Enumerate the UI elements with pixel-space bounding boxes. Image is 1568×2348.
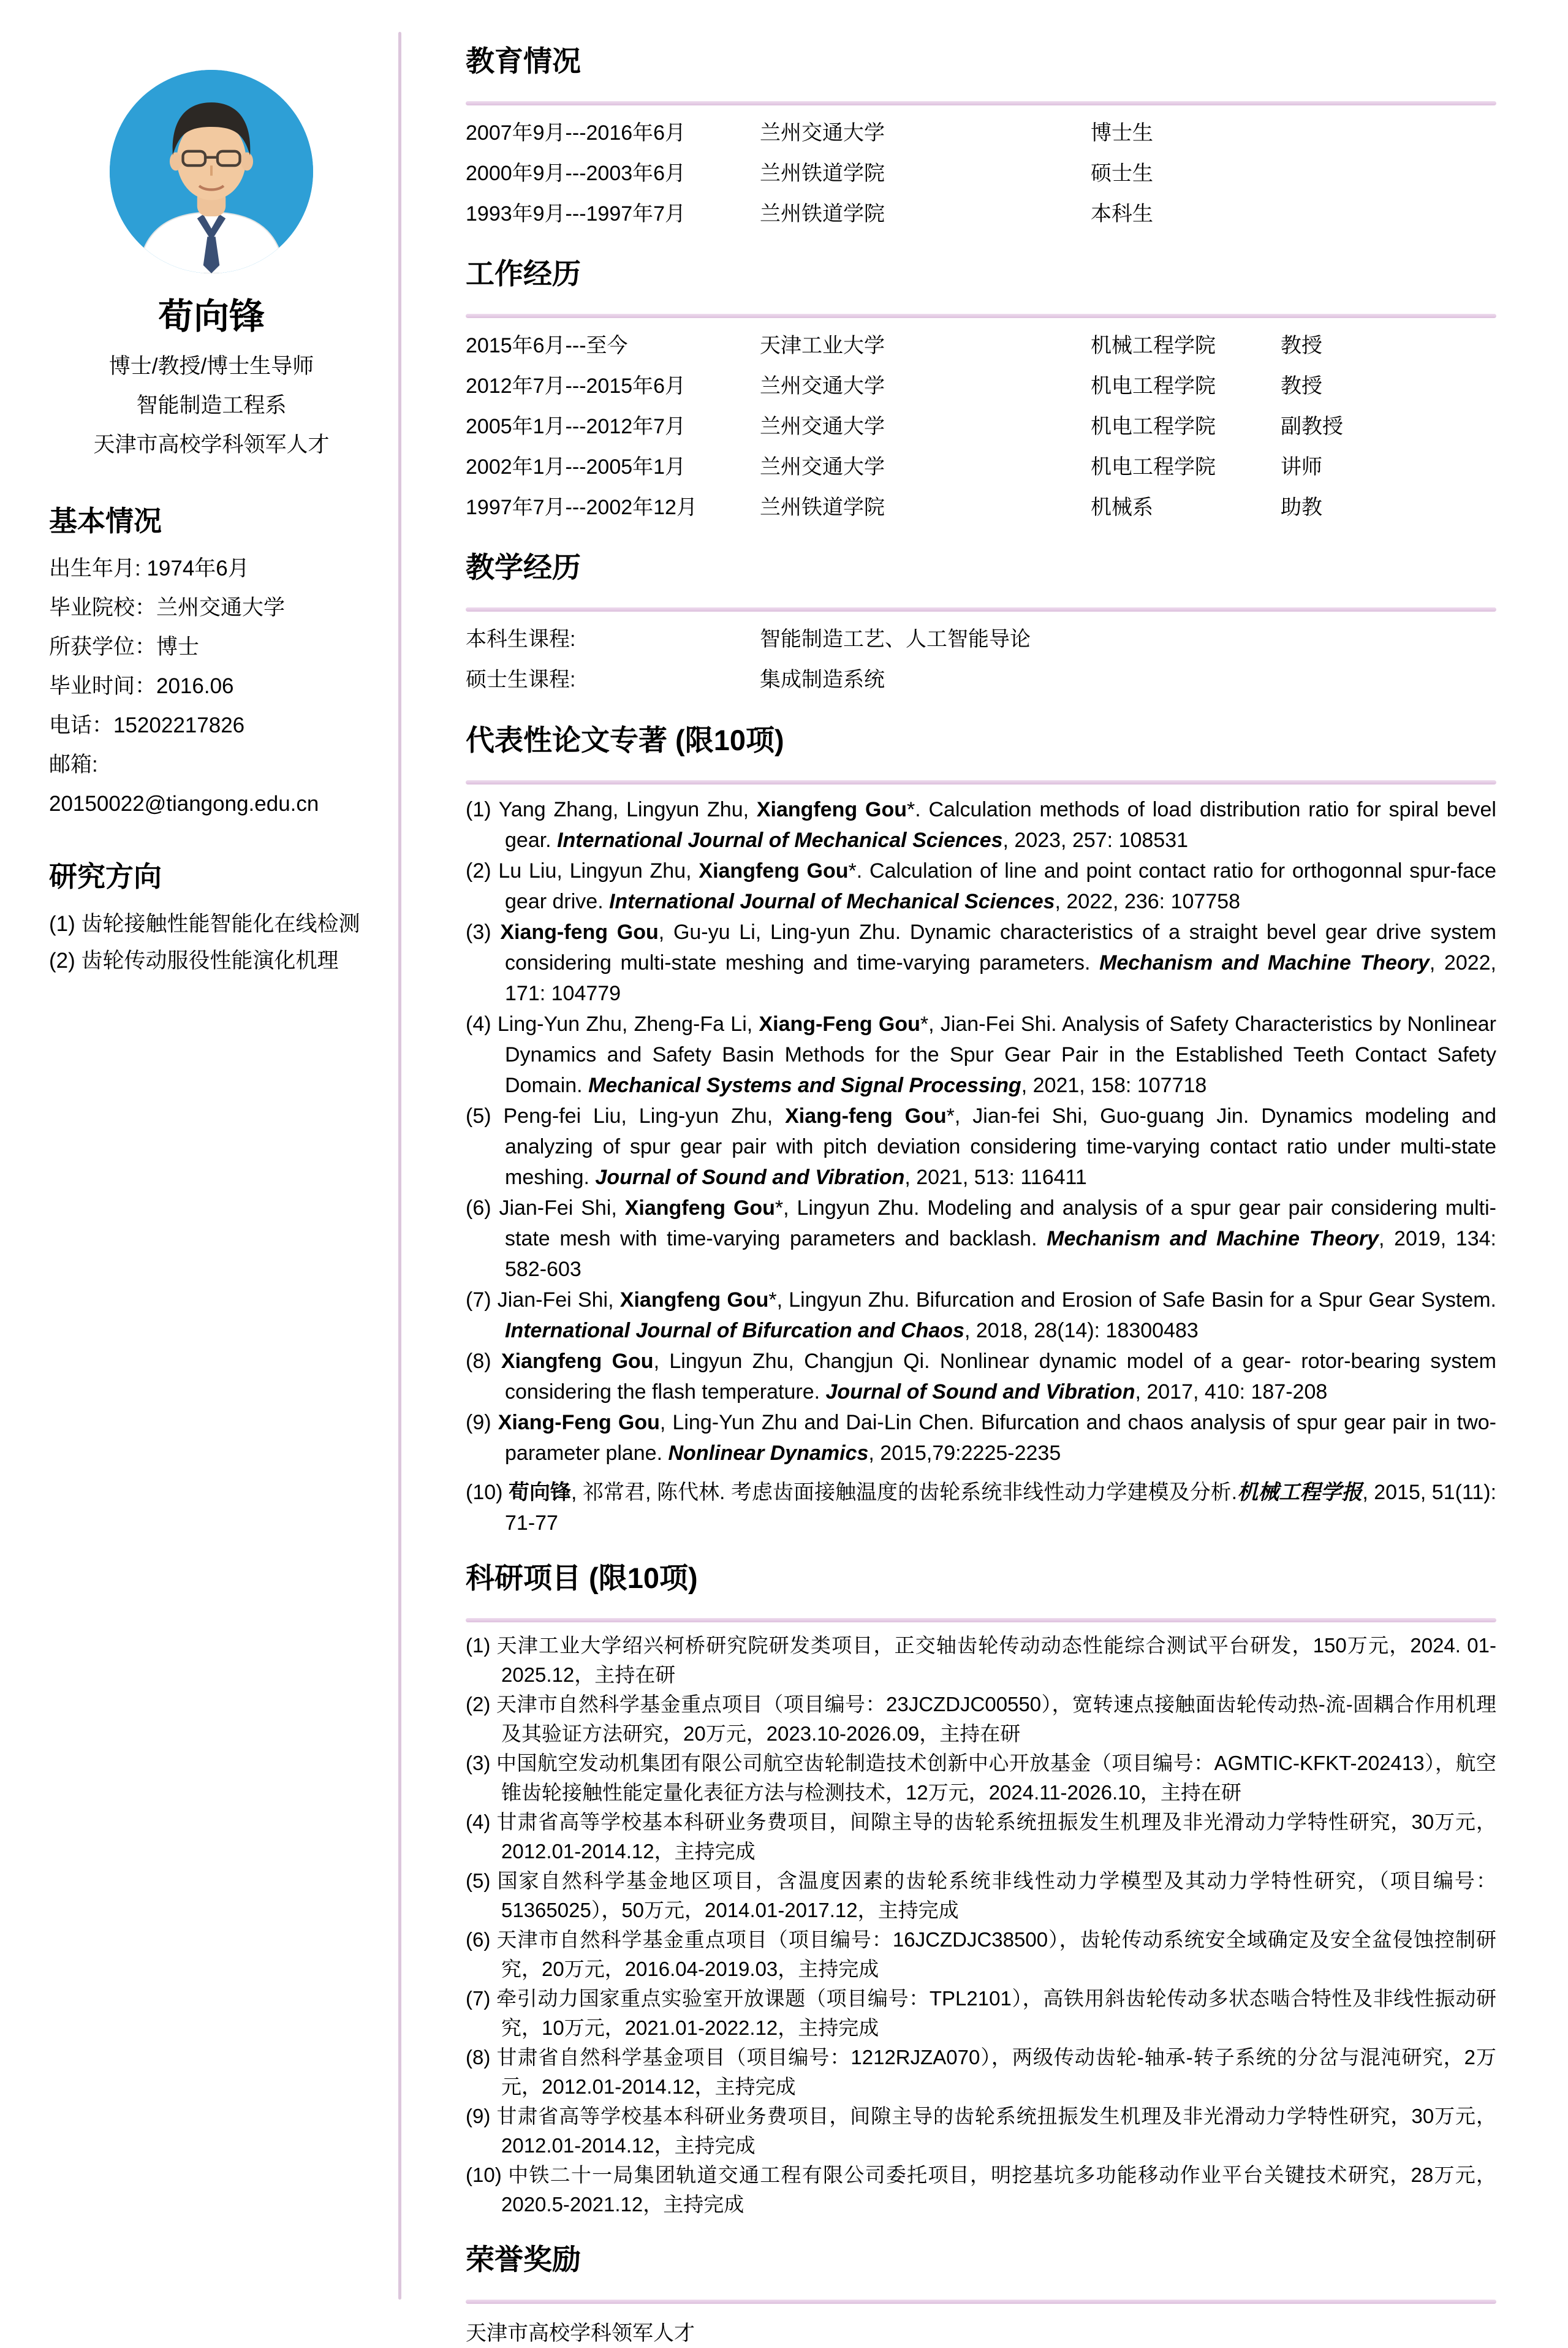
text-segment: , 2021, 513: 116411 [904, 1166, 1087, 1189]
text-segment: *. Calculation methods of load distribution ratio for spiral bevel gear. [505, 798, 1496, 852]
text-segment: , 2015, 51(11): 71-77 [505, 1481, 1497, 1535]
research-directions-section [49, 861, 374, 979]
honors-section [466, 2244, 1496, 2348]
table-row [466, 406, 1496, 447]
table-cell: 机电工程学院 [1091, 455, 1216, 479]
education-heading: 教育情况 [466, 45, 581, 77]
person-name: 荀向锋 [157, 297, 265, 336]
item-number: (8) [466, 1350, 501, 1373]
table-cell: 2015年6月---至今 [466, 334, 628, 357]
research-directions-list [49, 906, 374, 979]
item-text: 中铁二十一局集团轨道交通工程有限公司委托项目，明挖基坑多功能移动作业平台关键技术研究，28万元，2020.5-2021.12，主持完成 [501, 2164, 1496, 2216]
info-line: 毕业院校：兰州交通大学 [49, 596, 286, 620]
education-table [466, 113, 1496, 234]
text-segment: , 祁常君, 陈代林. 考虑齿面接触温度的齿轮系统非线性动力学建模及分析. [571, 1481, 1238, 1504]
text-segment: , 2021, 158: 107718 [1021, 1074, 1207, 1097]
table-cell: 1997年7月---2002年12月 [466, 496, 697, 519]
table-cell: 天津工业大学 [760, 334, 885, 357]
table-cell: 智能制造工艺、人工智能导论 [760, 628, 1031, 651]
item-number: (7) [466, 1288, 498, 1312]
item-number: (2) [466, 1693, 496, 1715]
section-divider [466, 607, 1496, 612]
sidebar [49, 0, 374, 979]
item-number: (5) [466, 1104, 504, 1128]
project-item [466, 1984, 1496, 2043]
main-column [466, 0, 1496, 2348]
text-segment: Xiangfeng Gou [619, 1288, 769, 1312]
item-text: 中国航空发动机集团有限公司航空齿轮制造技术创新中心开放基金（项目编号：AGMTIC-KFKT-202413），航空锥齿轮接触性能定量化表征方法与检测技术，12万元，2024.11-2026.10，主持在研 [496, 1752, 1496, 1804]
table-cell: 副教授 [1281, 415, 1343, 438]
table-cell: 机械系 [1091, 496, 1153, 519]
text-segment: *, Lingyun Zhu. Modeling and analysis of a spur gear pair considering multi-state mesh with time-varying parameters and backlash. [505, 1196, 1496, 1250]
project-item [466, 1631, 1496, 1690]
table-cell: 教授 [1281, 374, 1322, 398]
info-line: 电话：15202217826 [49, 713, 245, 737]
text-segment: , 2022, 171: 104779 [505, 951, 1496, 1005]
text-segment: , Ling-Yun Zhu and Dai-Lin Chen. Bifurcation and chaos analysis of spur gear pair in two- parameter plane. [505, 1411, 1497, 1465]
table-cell: 兰州交通大学 [760, 415, 885, 438]
item-number: (7) [466, 1987, 497, 2010]
text-segment: Xiangfeng Gou [624, 1196, 775, 1220]
text-segment: International Journal of Mechanical Sciences [557, 829, 1003, 852]
text-segment: Mechanism and Machine Theory [1099, 951, 1430, 975]
projects-list [466, 1631, 1496, 2219]
honors-list [466, 2319, 1496, 2348]
research-direction-item [49, 906, 374, 943]
table-row [466, 366, 1496, 406]
item-number: (8) [466, 2046, 497, 2069]
title-line: 博士/教授/博士生导师 [108, 354, 314, 378]
table-row [466, 487, 1496, 528]
table-cell: 硕士生课程: [466, 668, 576, 691]
item-text: 天津工业大学绍兴柯桥研究院研发类项目，正交轴齿轮传动动态性能综合测试平台研发，150万元，2024. 01-2025.12，主持在研 [496, 1634, 1496, 1686]
item-number: (3) [466, 1752, 496, 1774]
publication-item [466, 1009, 1496, 1101]
honor-item: 天津市高校学科领军人才 [466, 2322, 695, 2345]
publication-item [466, 1346, 1496, 1407]
info-line: 毕业时间：2016.06 [49, 674, 234, 698]
text-segment: , Gu-yu Li, Ling-yun Zhu. Dynamic characteristics of a straight bevel gear drive system considering multi-state meshing and time-varying parameters. [505, 921, 1497, 975]
project-item [466, 1807, 1496, 1866]
info-line: 20150022@tiangong.edu.cn [49, 792, 319, 816]
table-cell: 2012年7月---2015年6月 [466, 374, 686, 398]
table-cell: 兰州交通大学 [760, 455, 885, 479]
item-number: (1) [49, 912, 81, 936]
teaching-table [466, 619, 1496, 700]
table-cell: 兰州铁道学院 [760, 496, 885, 519]
publication-item [466, 917, 1496, 1009]
text-segment: , 2017, 410: 187-208 [1135, 1380, 1328, 1404]
person-portrait-illustration [110, 70, 313, 273]
text-segment: Jian-Fei Shi, [499, 1196, 625, 1220]
project-item [466, 1749, 1496, 1807]
table-row [466, 447, 1496, 487]
publication-item [466, 856, 1496, 917]
publication-item [466, 1101, 1496, 1193]
table-cell: 2005年1月---2012年7月 [466, 415, 686, 438]
table-cell: 助教 [1281, 496, 1322, 519]
item-number: (10) [466, 1481, 509, 1504]
table-cell: 2007年9月---2016年6月 [466, 121, 686, 145]
projects-section [466, 1562, 1496, 2219]
text-segment: Journal of Sound and Vibration [595, 1166, 905, 1189]
text-segment: Ling-Yun Zhu, Zheng-Fa Li, [497, 1013, 759, 1036]
research-direction-item [49, 943, 374, 979]
item-text: 齿轮接触性能智能化在线检测 [81, 912, 360, 936]
item-text: 天津市自然科学基金重点项目（项目编号：16JCZDJC38500），齿轮传动系统安全域确定及安全盆侵蚀控制研究，20万元，2016.04-2019.03，主持完成 [496, 1928, 1497, 1980]
table-cell: 兰州铁道学院 [760, 162, 885, 185]
text-segment: Journal of Sound and Vibration [825, 1380, 1135, 1404]
project-item [466, 2160, 1496, 2219]
table-row [466, 113, 1496, 153]
table-cell: 兰州交通大学 [760, 374, 885, 398]
table-cell: 硕士生 [1091, 162, 1153, 185]
item-text: 国家自然科学基金地区项目，含温度因素的齿轮系统非线性动力学模型及其动力学特性研究，（项目编号：51365025），50万元，2014.01-2017.12，主持完成 [497, 1869, 1497, 1921]
text-segment: , 2019, 134: 582-603 [505, 1227, 1496, 1281]
item-number: (3) [466, 921, 501, 944]
text-segment: Xiangfeng Gou [756, 798, 907, 821]
text-segment: , 2023, 257: 108531 [1002, 829, 1189, 852]
work-experience-heading: 工作经历 [466, 257, 581, 290]
text-segment: Jian-Fei Shi, [497, 1288, 620, 1312]
item-text: 牵引动力国家重点实验室开放课题（项目编号：TPL2101），高铁用斜齿轮传动多状态啮合特性及非线性振动研究，10万元，2021.01-2022.12，主持完成 [496, 1987, 1496, 2039]
info-line: 出生年月: 1974年6月 [49, 557, 249, 580]
table-row [466, 194, 1496, 234]
publication-item [466, 1285, 1496, 1346]
info-line: 邮箱: [49, 753, 98, 777]
text-segment: , Lingyun Zhu, Changjun Qi. Nonlinear dynamic model of a gear- rotor-bearing system considering the flash temperature. [505, 1350, 1496, 1404]
text-segment: 机械工程学报 [1237, 1481, 1363, 1504]
work-experience-section [466, 258, 1496, 528]
table-cell: 兰州交通大学 [760, 121, 885, 145]
item-number: (2) [466, 859, 499, 883]
work-experience-table [466, 325, 1496, 528]
table-cell: 兰州铁道学院 [760, 202, 885, 226]
text-segment: International Journal of Mechanical Sciences [609, 890, 1055, 913]
item-text: 甘肃省自然科学基金项目（项目编号：1212RJZA070），两级传动齿轮-轴承-转子系统的分岔与混沌研究，2万元，2012.01-2014.12，主持完成 [496, 2046, 1496, 2098]
project-item [466, 1690, 1496, 1749]
item-number: (9) [466, 2105, 497, 2127]
table-row [466, 659, 1496, 700]
item-number: (4) [466, 1810, 497, 1833]
item-number: (6) [466, 1196, 499, 1220]
education-section [466, 45, 1496, 234]
publications-section [466, 724, 1496, 1538]
text-segment: International Journal of Bifurcation and Chaos [505, 1319, 964, 1342]
item-number: (9) [466, 1411, 498, 1434]
text-segment: Yang Zhang, Lingyun Zhu, [498, 798, 757, 821]
text-segment: *, Lingyun Zhu. Bifurcation and Erosion of Safe Basin for a Spur Gear System. [768, 1288, 1496, 1312]
basic-info-heading: 基本情况 [49, 505, 162, 537]
project-item [466, 2043, 1496, 2102]
publications-heading: 代表性论文专著 (限10项) [466, 724, 784, 756]
text-segment: , 2015,79:2225-2235 [868, 1442, 1061, 1465]
info-line: 所获学位：博士 [49, 635, 200, 659]
item-number: (4) [466, 1013, 498, 1036]
table-cell: 本科生课程: [466, 628, 576, 651]
table-row [466, 325, 1496, 366]
text-segment: Nonlinear Dynamics [668, 1442, 869, 1465]
section-divider [466, 101, 1496, 105]
table-cell: 博士生 [1091, 121, 1153, 145]
section-divider [466, 2300, 1496, 2304]
text-segment: Xiangfeng Gou [501, 1350, 654, 1373]
item-text: 齿轮传动服役性能演化机理 [81, 949, 339, 973]
table-cell: 机电工程学院 [1091, 415, 1216, 438]
text-segment: *. Calculation of line and point contact ratio for orthogonnal spur-face gear drive. [505, 859, 1496, 913]
text-segment: Lu Liu, Lingyun Zhu, [498, 859, 699, 883]
text-segment: Xiang-feng Gou [785, 1104, 947, 1128]
honors-heading: 荣誉奖励 [466, 2243, 581, 2276]
section-divider [466, 780, 1496, 785]
table-row [466, 153, 1496, 194]
text-segment: Xiang-Feng Gou [498, 1411, 660, 1434]
table-cell: 1993年9月---1997年7月 [466, 202, 686, 226]
basic-info-list [49, 549, 374, 824]
item-number: (1) [466, 798, 499, 821]
project-item [466, 1866, 1496, 1925]
item-text: 天津市自然科学基金重点项目（项目编号：23JCZDJC00550），宽转速点接触面齿轮传动热-流-固耦合作用机理及其验证方法研究，20万元，2023.10-2026.09，主持在研 [496, 1693, 1497, 1745]
publications-list [466, 794, 1496, 1538]
publication-item [466, 794, 1496, 856]
item-text: 甘肃省高等学校基本科研业务费项目，间隙主导的齿轮系统扭振发生机理及非光滑动力学特性研究，30万元，2012.01-2014.12，主持完成 [496, 1810, 1496, 1863]
teaching-experience-heading: 教学经历 [466, 551, 581, 583]
project-item [466, 2102, 1496, 2160]
item-number: (2) [49, 949, 81, 973]
research-directions-heading: 研究方向 [49, 861, 162, 892]
item-number: (5) [466, 1869, 498, 1892]
text-segment: Xiang-Feng Gou [759, 1013, 920, 1036]
text-segment: Mechanical Systems and Signal Processing [588, 1074, 1021, 1097]
text-segment: , 2022, 236: 107758 [1055, 890, 1241, 913]
table-cell: 2000年9月---2003年6月 [466, 162, 686, 185]
table-cell: 讲师 [1281, 455, 1322, 479]
text-segment: *, Jian-fei Shi, Guo-guang Jin. Dynamics modeling and analyzing of spur gear pair with pitch deviation considering time-varying contact ratio under multi-state meshing. [505, 1104, 1496, 1189]
title-line: 智能制造工程系 [136, 393, 287, 417]
table-cell: 机械工程学院 [1091, 334, 1216, 357]
title-line: 天津市高校学科领军人才 [93, 433, 330, 457]
item-text: 甘肃省高等学校基本科研业务费项目，间隙主导的齿轮系统扭振发生机理及非光滑动力学特性研究，30万元，2012.01-2014.12，主持完成 [496, 2105, 1496, 2157]
table-cell: 教授 [1281, 334, 1322, 357]
table-cell: 集成制造系统 [760, 668, 885, 691]
text-segment: Xiang-feng Gou [500, 921, 659, 944]
table-cell: 2002年1月---2005年1月 [466, 455, 686, 479]
publication-item [466, 1407, 1496, 1468]
text-segment: Peng-fei Liu, Ling-yun Zhu, [503, 1104, 786, 1128]
teaching-experience-section [466, 552, 1496, 700]
text-segment: Xiangfeng Gou [699, 859, 849, 883]
table-cell: 本科生 [1091, 202, 1153, 226]
item-number: (6) [466, 1928, 497, 1951]
item-number: (10) [466, 2164, 509, 2186]
section-divider [466, 314, 1496, 318]
column-separator-line [398, 32, 401, 2300]
text-segment: , 2018, 28(14): 18300483 [964, 1319, 1199, 1342]
publication-item [466, 1477, 1496, 1538]
text-segment: Mechanism and Machine Theory [1047, 1227, 1379, 1250]
project-item [466, 1925, 1496, 1984]
text-segment: 荀向锋 [508, 1481, 572, 1504]
projects-heading: 科研项目 (限10项) [466, 1562, 698, 1594]
person-titles [49, 347, 374, 465]
table-row [466, 619, 1496, 659]
section-divider [466, 1618, 1496, 1622]
publication-item [466, 1193, 1496, 1285]
text-segment: *, Jian-Fei Shi. Analysis of Safety Characteristics by Nonlinear Dynamics and Safety Basin Methods for the Spur Gear Pair in the Established Teeth Contact Safety Domain. [505, 1013, 1496, 1097]
basic-info-section [49, 505, 374, 824]
item-number: (1) [466, 1634, 497, 1657]
table-cell: 机电工程学院 [1091, 374, 1216, 398]
profile-photo [110, 70, 313, 273]
